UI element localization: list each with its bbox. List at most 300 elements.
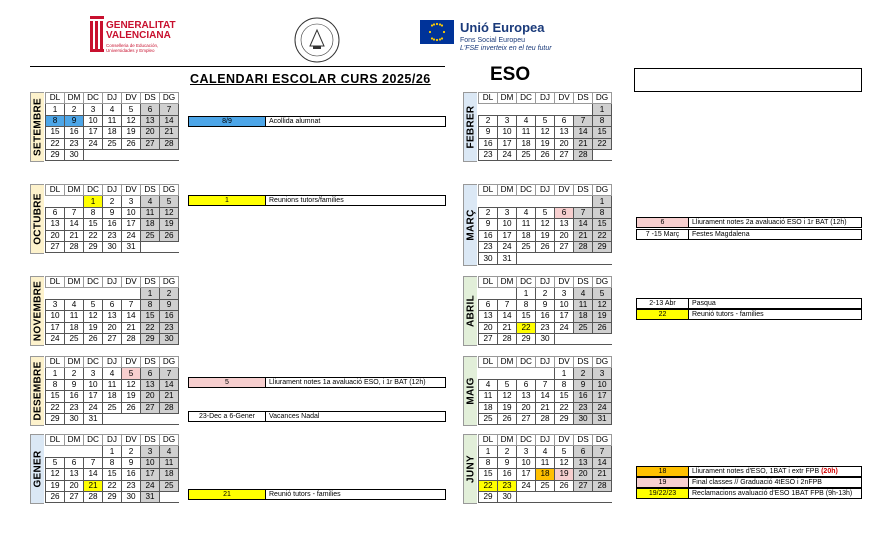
day-cell: 23 [122,480,141,491]
weekday-header: DC [517,277,536,288]
day-cell: 20 [574,469,593,480]
day-cell: 11 [479,391,498,402]
day-cell: 24 [84,402,103,413]
day-cell: 14 [593,457,612,468]
day-cell: 28 [498,333,517,344]
weekday-header: DM [498,435,517,446]
day-cell: 4 [103,104,122,115]
level-label: ESO [490,64,531,85]
event-date: 6 [637,218,689,227]
day-cell: 8 [84,207,103,218]
day-cell: 21 [122,322,141,333]
day-cell: 25 [536,480,555,491]
weekday-header: DV [555,435,574,446]
day-cell: 10 [555,299,574,310]
weekday-header: DM [65,93,84,104]
month-label [30,356,44,426]
day-cell: 6 [517,379,536,390]
month-label [30,92,44,162]
day-cell: 29 [517,333,536,344]
weekday-header: DC [84,357,103,368]
day-cell: 2 [160,288,179,299]
day-cell: 30 [574,413,593,424]
day-cell: 30 [479,253,498,264]
day-cell: 23 [65,402,84,413]
day-cell: 26 [122,402,141,413]
day-cell: 27 [141,138,160,149]
header-box [634,68,862,92]
day-cell: 21 [498,322,517,333]
day-cell: 17 [84,391,103,402]
day-cell [517,491,536,502]
day-cell: 16 [65,391,84,402]
day-cell: 20 [46,230,65,241]
day-cell: 4 [574,288,593,299]
day-cell: 29 [46,413,65,424]
day-cell: 17 [84,127,103,138]
day-cell: 5 [536,207,555,218]
day-cell: 19 [160,219,179,230]
day-cell [498,288,517,299]
weekday-header: DV [555,357,574,368]
month-label [30,184,44,254]
day-cell: 30 [498,491,517,502]
day-cell: 25 [103,402,122,413]
day-cell: 21 [574,138,593,149]
day-cell [122,149,141,160]
month-calendar [45,92,179,161]
day-cell: 18 [103,127,122,138]
event-text: Reclamacions avaluació d'ESO 1BAT FPB (9h-13h) [692,490,853,497]
day-cell: 27 [141,402,160,413]
day-cell: 11 [141,207,160,218]
weekday-header: DG [160,435,179,446]
day-cell: 31 [84,413,103,424]
day-cell: 7 [498,299,517,310]
event-text: Festes Magdalena [692,231,750,238]
day-cell: 25 [479,413,498,424]
day-cell: 4 [103,368,122,379]
day-cell: 5 [122,104,141,115]
day-cell: 27 [517,413,536,424]
weekday-header: DS [141,435,160,446]
day-cell: 21 [593,469,612,480]
day-cell [536,491,555,502]
day-cell: 3 [46,299,65,310]
day-cell [574,333,593,344]
event-date: 5 [189,378,266,387]
day-cell: 21 [536,402,555,413]
day-cell [103,149,122,160]
day-cell: 12 [46,469,65,480]
day-cell: 28 [536,413,555,424]
day-cell: 8 [555,379,574,390]
day-cell: 18 [479,402,498,413]
day-cell [122,288,141,299]
weekday-header: DS [141,185,160,196]
weekday-header: DL [479,93,498,104]
event-row [188,377,446,388]
month-name: MARÇ [465,209,476,241]
weekday-header: DL [46,277,65,288]
weekday-header: DM [65,357,84,368]
day-cell: 10 [84,379,103,390]
weekday-header: DC [517,93,536,104]
day-cell: 4 [141,196,160,207]
day-cell: 15 [479,469,498,480]
day-cell: 22 [46,138,65,149]
day-cell: 26 [122,138,141,149]
day-cell: 15 [46,127,65,138]
day-cell: 10 [593,379,612,390]
month-name: OCTUBRE [32,193,43,245]
day-cell [65,288,84,299]
day-cell: 13 [555,219,574,230]
day-cell: 24 [498,149,517,160]
month-calendar [45,434,179,503]
day-cell [84,149,103,160]
day-cell: 2 [65,368,84,379]
day-cell: 22 [46,402,65,413]
day-cell: 16 [122,469,141,480]
month-name: FEBRER [465,105,476,149]
weekday-header: DL [479,277,498,288]
day-cell: 3 [498,115,517,126]
day-cell: 14 [574,127,593,138]
day-cell: 15 [84,219,103,230]
day-cell: 20 [517,402,536,413]
day-cell: 9 [574,379,593,390]
day-cell: 8 [46,379,65,390]
day-cell: 9 [498,457,517,468]
day-cell: 20 [479,322,498,333]
day-cell: 24 [141,480,160,491]
day-cell: 4 [479,379,498,390]
day-cell: 13 [46,219,65,230]
day-cell: 16 [479,138,498,149]
day-cell: 2 [103,196,122,207]
day-cell: 16 [536,311,555,322]
day-cell: 7 [160,104,179,115]
weekday-header: DG [593,185,612,196]
day-cell [141,241,160,252]
day-cell: 18 [65,322,84,333]
day-cell: 6 [479,299,498,310]
day-cell: 18 [103,391,122,402]
event-text: Acollida alumnat [269,118,321,125]
weekday-header: DV [122,277,141,288]
weekday-header: DV [122,435,141,446]
day-cell: 8 [141,299,160,310]
day-cell: 25 [517,149,536,160]
month-name: SETEMBRE [32,98,43,157]
day-cell: 2 [479,207,498,218]
weekday-header: DS [574,185,593,196]
day-cell: 7 [593,446,612,457]
month-label [463,184,477,266]
day-cell: 5 [536,115,555,126]
event-text: Lliurament notes 2a avaluació ESO i 1r BAT (12h) [692,219,847,226]
day-cell: 31 [593,413,612,424]
day-cell: 11 [65,311,84,322]
event-text: Reunions tutors/families [269,197,344,204]
day-cell: 15 [46,391,65,402]
event-date: 2-13 Abr [637,299,689,308]
day-cell [103,288,122,299]
weekday-header: DC [517,185,536,196]
day-cell: 6 [555,115,574,126]
month-calendar [45,184,179,253]
event-date: 22 [637,310,689,319]
day-cell: 1 [46,104,65,115]
weekday-header: DM [498,357,517,368]
weekday-header: DV [555,185,574,196]
day-cell: 21 [574,230,593,241]
day-cell [479,196,498,207]
day-cell: 1 [517,288,536,299]
day-cell: 13 [479,311,498,322]
event-text: Vacances Nadal [269,413,320,420]
day-cell [160,241,179,252]
event-date: 19/22/23 [637,489,689,498]
day-cell: 28 [84,491,103,502]
day-cell [141,413,160,424]
event-row [636,466,862,477]
day-cell: 23 [479,241,498,252]
day-cell: 1 [103,446,122,457]
day-cell: 12 [593,299,612,310]
day-cell: 13 [103,311,122,322]
month-label [30,434,44,504]
day-cell: 23 [65,138,84,149]
day-cell: 26 [536,149,555,160]
day-cell: 28 [574,149,593,160]
day-cell: 23 [103,230,122,241]
month-label [463,356,477,426]
weekday-header: DM [65,435,84,446]
day-cell: 23 [498,480,517,491]
day-cell: 22 [555,402,574,413]
eu-flag-icon [420,20,454,44]
event-row [636,229,862,240]
event-text: Pasqua [692,300,716,307]
day-cell [536,104,555,115]
day-cell: 27 [479,333,498,344]
day-cell: 2 [65,104,84,115]
day-cell: 6 [65,457,84,468]
day-cell: 9 [65,379,84,390]
day-cell: 29 [141,333,160,344]
weekday-header: DL [479,435,498,446]
event-date: 1 [189,196,266,205]
day-cell [517,104,536,115]
event-text: Final classes // Graduació 4tESO i 2nFPB [692,479,822,486]
day-cell: 2 [536,288,555,299]
day-cell: 16 [498,469,517,480]
gva-sub2: Universidades y Empleo [106,48,155,53]
day-cell [593,149,612,160]
generalitat-logo [90,16,190,62]
day-cell: 3 [555,288,574,299]
day-cell: 12 [122,379,141,390]
day-cell: 15 [593,219,612,230]
month-label [463,434,477,504]
day-cell [479,368,498,379]
day-cell [574,196,593,207]
day-cell: 2 [498,446,517,457]
day-cell [593,491,612,502]
day-cell: 6 [103,299,122,310]
event-row [636,488,862,499]
weekday-header: DS [574,93,593,104]
day-cell: 17 [141,469,160,480]
day-cell: 10 [517,457,536,468]
weekday-header: DJ [103,185,122,196]
day-cell: 14 [65,219,84,230]
day-cell: 5 [498,379,517,390]
day-cell: 17 [555,311,574,322]
weekday-header: DV [122,357,141,368]
day-cell: 1 [141,288,160,299]
day-cell: 11 [517,127,536,138]
day-cell: 7 [65,207,84,218]
day-cell: 16 [479,230,498,241]
event-date: 7 -15 Març [637,230,689,239]
weekday-header: DJ [103,277,122,288]
event-row [188,489,446,500]
day-cell: 13 [574,457,593,468]
day-cell [46,446,65,457]
weekday-header: DG [593,277,612,288]
weekday-header: DM [498,185,517,196]
day-cell: 11 [574,299,593,310]
day-cell: 19 [84,322,103,333]
weekday-header: DM [498,93,517,104]
day-cell: 3 [593,368,612,379]
day-cell [46,288,65,299]
day-cell: 11 [536,457,555,468]
day-cell: 21 [160,391,179,402]
day-cell: 12 [536,219,555,230]
weekday-header: DV [122,93,141,104]
day-cell: 30 [65,149,84,160]
day-cell: 18 [517,138,536,149]
day-cell: 27 [555,241,574,252]
day-cell: 22 [517,322,536,333]
day-cell: 14 [84,469,103,480]
day-cell: 17 [517,469,536,480]
weekday-header: DL [46,435,65,446]
weekday-header: DC [84,435,103,446]
day-cell: 2 [574,368,593,379]
day-cell: 11 [517,219,536,230]
day-cell: 9 [122,457,141,468]
day-cell: 26 [536,241,555,252]
day-cell: 22 [141,322,160,333]
day-cell: 24 [555,322,574,333]
day-cell [574,491,593,502]
day-cell: 7 [160,368,179,379]
event-row [636,217,862,228]
month-label [463,92,477,162]
weekday-header: DM [65,185,84,196]
day-cell: 30 [122,491,141,502]
day-cell: 8 [517,299,536,310]
day-cell: 20 [65,480,84,491]
day-cell [517,253,536,264]
day-cell: 10 [122,207,141,218]
day-cell: 19 [593,311,612,322]
day-cell: 15 [141,311,160,322]
day-cell: 11 [103,379,122,390]
day-cell [593,253,612,264]
day-cell: 26 [555,480,574,491]
weekday-header: DG [160,185,179,196]
day-cell: 7 [122,299,141,310]
eu-sub1: Fons Social Europeu [460,37,525,44]
day-cell: 16 [65,127,84,138]
day-cell: 28 [574,241,593,252]
day-cell: 24 [46,333,65,344]
day-cell: 25 [574,322,593,333]
weekday-header: DS [574,357,593,368]
day-cell: 3 [122,196,141,207]
day-cell: 20 [141,391,160,402]
day-cell: 9 [103,207,122,218]
event-row [636,298,862,309]
eu-logo [420,20,620,54]
day-cell: 25 [517,241,536,252]
day-cell: 17 [593,391,612,402]
day-cell: 28 [160,138,179,149]
day-cell: 12 [122,115,141,126]
day-cell: 21 [160,127,179,138]
weekday-header: DS [141,277,160,288]
day-cell: 17 [46,322,65,333]
day-cell [555,196,574,207]
day-cell: 10 [141,457,160,468]
day-cell [498,196,517,207]
weekday-header: DJ [536,185,555,196]
day-cell: 14 [160,379,179,390]
day-cell: 19 [46,480,65,491]
day-cell: 27 [574,480,593,491]
month-calendar [478,184,612,265]
day-cell: 18 [574,311,593,322]
day-cell: 5 [84,299,103,310]
day-cell [65,446,84,457]
event-row [188,195,446,206]
day-cell: 3 [84,368,103,379]
day-cell: 15 [103,469,122,480]
day-cell: 14 [122,311,141,322]
day-cell [122,413,141,424]
day-cell: 5 [555,446,574,457]
day-cell: 11 [160,457,179,468]
event-date: 23-Dec a 6-Gener [189,412,266,421]
event-text [689,467,838,476]
day-cell: 5 [593,288,612,299]
day-cell: 13 [555,127,574,138]
day-cell: 14 [574,219,593,230]
day-cell: 9 [160,299,179,310]
month-calendar [45,276,179,345]
header-rule [30,66,445,67]
day-cell: 29 [103,491,122,502]
day-cell: 20 [555,230,574,241]
day-cell: 27 [555,149,574,160]
day-cell [517,196,536,207]
